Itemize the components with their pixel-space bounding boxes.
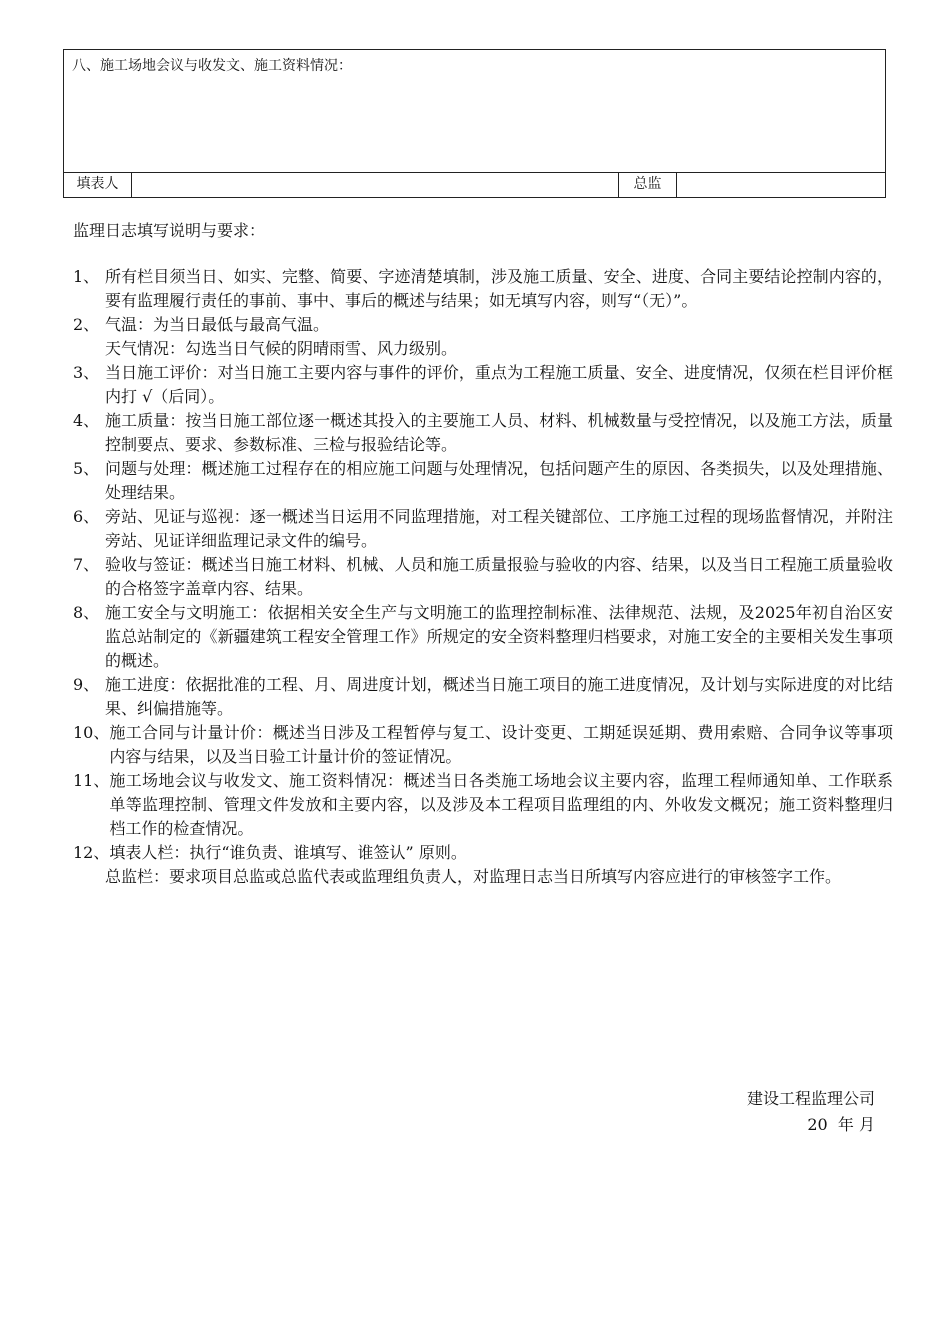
note-text: 施工场地会议与收发文、施工资料情况：概述当日各类施工场地会议主要内容，监理工程师通知单、工作联系单等监理控制、管理文件发放和主要内容，以及涉及本工程项目监理组的内、外收发文概况；施工资料整理归档工作的检查情况。 [109,771,893,838]
note-number: 10、 [73,723,110,742]
notes-list [73,265,893,889]
company-name: 建设工程监理公司 [746,1089,875,1108]
note-item [73,769,893,841]
note-item [73,505,893,553]
note-text: 施工安全与文明施工：依据相关安全生产与文明施工的监理控制标准、法律规范、法规，及2025年初自治区安监总站制定的《新疆建筑工程安全管理工作》所规定的安全资料整理归档要求，对施工安全的主要相关发生事项的概述。 [105,603,893,670]
note-number: 3、 [73,363,100,382]
note-number: 6、 [73,507,100,526]
note-number: 12、 [73,843,110,862]
note-item [73,337,893,361]
note-item [73,361,893,409]
note-text: 天气情况：勾选当日气候的阴晴雨雪、风力级别。 [105,339,458,358]
note-text: 旁站、见证与巡视：逐一概述当日运用不同监理措施，对工程关键部位、工序施工过程的现场监督情况，并附注旁站、见证详细监理记录文件的编号。 [105,507,893,550]
note-item [73,721,893,769]
note-item [73,265,893,313]
note-text: 问题与处理：概述施工过程存在的相应施工问题与处理情况，包括问题产生的原因、各类损失，以及处理措施、处理结果。 [105,459,893,502]
note-number: 8、 [73,603,100,622]
filler-label: 填表人 [64,173,132,198]
note-number: 2、 [73,315,100,334]
note-item [73,841,893,865]
note-number: 11、 [73,771,110,790]
note-text: 施工质量：按当日施工部位逐一概述其投入的主要施工人员、材料、机械数量与受控情况，以及施工方法，质量控制要点、要求、参数标准、三检与报验结论等。 [105,411,893,454]
note-number: 7、 [73,555,100,574]
note-number: 9、 [73,675,100,694]
note-item [73,457,893,505]
note-item [73,601,893,673]
date-line: 20 年 月 [807,1115,875,1134]
note-number: 4、 [73,411,100,430]
filler-signature-field[interactable] [132,173,619,198]
note-text: 施工合同与计量计价：概述当日涉及工程暂停与复工、设计变更、工期延误延期、费用索赔、合同争议等事项内容与结果，以及当日验工计量计价的签证情况。 [109,723,893,766]
note-text: 验收与签证：概述当日施工材料、机械、人员和施工质量报验与验收的内容、结果，以及当日工程施工质量验收的合格签字盖章内容、结果。 [105,555,893,598]
note-number: 1、 [73,267,100,286]
note-item [73,553,893,601]
notes-title: 监理日志填写说明与要求： [73,221,266,240]
chief-supervisor-label: 总监 [619,173,677,198]
note-item [73,409,893,457]
note-item [73,313,893,337]
note-text: 施工进度：依据批准的工程、月、周进度计划，概述当日施工项目的施工进度情况，及计划与实际进度的对比结果、纠偏措施等。 [105,675,893,718]
note-text: 总监栏：要求项目总监或总监代表或监理组负责人，对监理日志当日所填写内容应进行的审核签字工作。 [105,867,842,886]
section-8-cell[interactable] [64,50,886,173]
chief-supervisor-signature-field[interactable] [677,173,886,198]
note-item [73,673,893,721]
note-text: 填表人栏：执行“谁负责、谁填写、谁签认” 原则。 [109,843,467,862]
supervision-log-form [63,49,886,198]
note-number: 5、 [73,459,100,478]
note-text: 当日施工评价：对当日施工主要内容与事件的评价，重点为工程施工质量、安全、进度情况，仅须在栏目评价框内打 √（后同）。 [105,363,893,406]
footer [747,1086,875,1138]
note-text: 气温：为当日最低与最高气温。 [105,315,330,334]
section-8-label: 八、施工场地会议与收发文、施工资料情况： [72,58,352,74]
note-item [73,865,893,889]
note-text: 所有栏目须当日、如实、完整、简要、字迹清楚填制，涉及施工质量、安全、进度、合同主要结论控制内容的，要有监理履行责任的事前、事中、事后的概述与结果；如无填写内容，则写“（无）”。 [105,267,893,310]
